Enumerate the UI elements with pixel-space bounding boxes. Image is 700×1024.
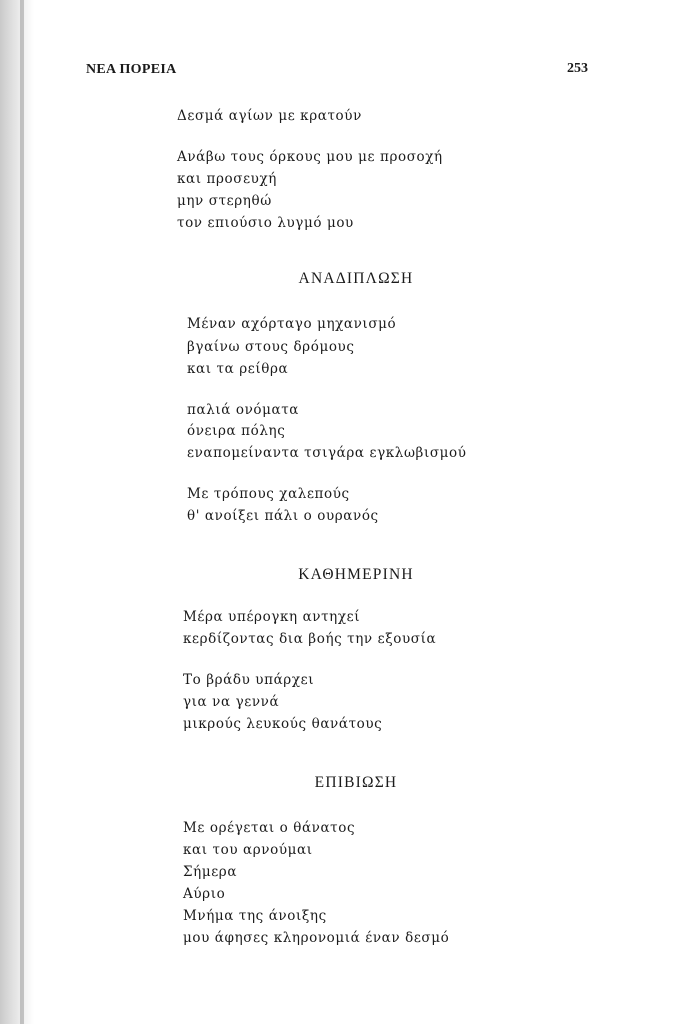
poem-line: Με τρόπους χαλεπούς xyxy=(187,486,350,502)
poem-title: ΚΑΘΗΜΕΡΙΝΗ xyxy=(298,566,414,583)
poem-line: και τα ρείθρα xyxy=(187,361,289,377)
poem-line: μην στερηθώ xyxy=(177,193,272,209)
poem-line: μου άφησες κληρονομιά έναν δεσμό xyxy=(183,930,450,946)
poem-line: Το βράδυ υπάρχει xyxy=(183,672,315,688)
poem-line: μικρούς λευκούς θανάτους xyxy=(183,716,383,732)
poem-line: Μέναν αχόρταγο μηχανισμό xyxy=(187,316,397,332)
poem-title: ΑΝΑΔΙΠΛΩΣΗ xyxy=(298,270,414,287)
poem-line: για να γεννά xyxy=(183,694,280,710)
poem-line: θ' ανοίξει πάλι ο ουρανός xyxy=(187,508,379,524)
poem-line: κερδίζοντας δια βοής την εξουσία xyxy=(183,631,437,647)
poem-line: και προσευχή xyxy=(177,171,277,187)
poem-line: και του αρνούμαι xyxy=(183,842,313,858)
poem-line: τον επιούσιο λυγμό μου xyxy=(177,215,354,231)
poem-line: Μνήμα της άνοιξης xyxy=(183,908,327,924)
poem-line: εναπομείναντα τσιγάρα εγκλωβισμού xyxy=(187,445,467,461)
poem-title: ΕΠΙΒΙΩΣΗ xyxy=(314,774,398,791)
poem-line: Σήμερα xyxy=(183,864,238,880)
poem-line: Μέρα υπέρογκη αντηχεί xyxy=(183,609,361,625)
poem-line: παλιά ονόματα xyxy=(187,402,299,418)
poem-line: Με ορέγεται ο θάνατος xyxy=(183,820,356,836)
page-number: 253 xyxy=(567,61,588,76)
poem-line: βγαίνω στους δρόμους xyxy=(187,339,355,355)
poem-line: Ανάβω τους όρκους μου με προσοχή xyxy=(177,149,443,165)
poem-line: Αύριο xyxy=(183,886,226,902)
poem-line: όνειρα πόλης xyxy=(187,423,286,439)
poem-line: Δεσμά αγίων με κρατούν xyxy=(177,108,362,124)
running-title: ΝΕΑ ΠΟΡΕΙΑ xyxy=(86,62,177,77)
